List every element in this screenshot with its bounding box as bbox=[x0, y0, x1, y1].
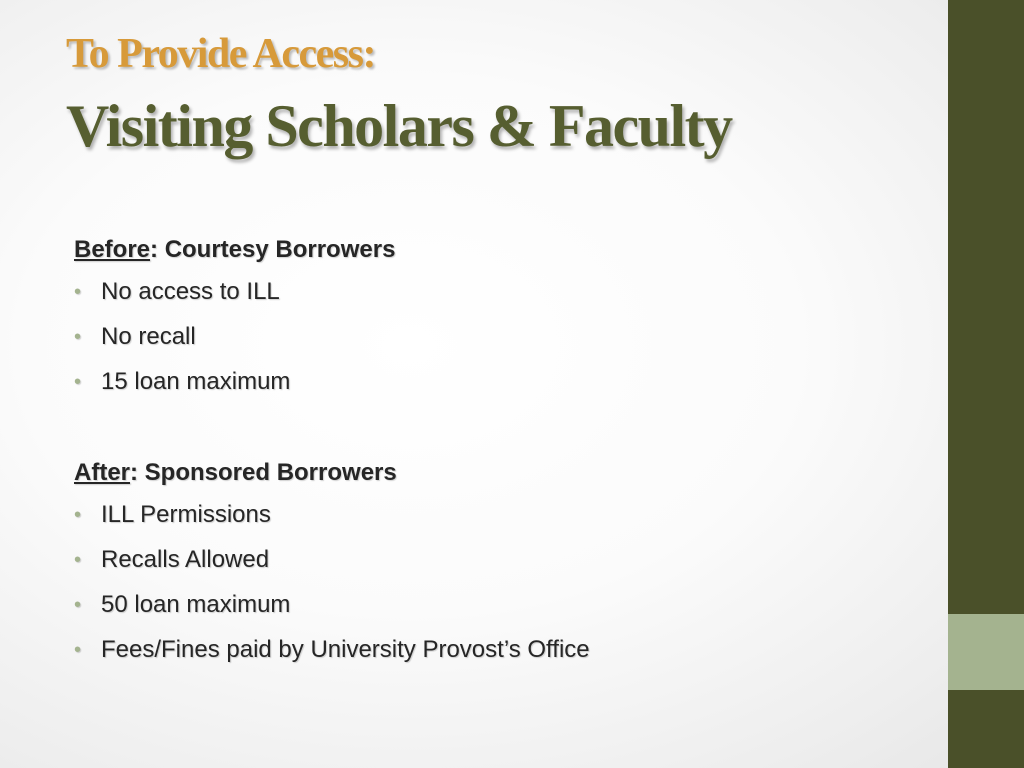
after-label: After bbox=[74, 459, 131, 486]
list-item bbox=[74, 271, 934, 316]
after-heading-text: : Sponsored Borrowers bbox=[130, 459, 397, 486]
bullet-icon: • bbox=[74, 594, 82, 616]
slide-subtitle: To Provide Access: bbox=[66, 31, 375, 77]
bullet-icon: • bbox=[74, 504, 82, 526]
sidebar-accent-block bbox=[948, 614, 1024, 690]
before-label: Before bbox=[74, 236, 151, 263]
list-item-text: Fees/Fines paid by University Provost’s Office bbox=[101, 636, 590, 663]
before-heading-text: : Courtesy Borrowers bbox=[150, 236, 396, 263]
decorative-sidebar bbox=[948, 0, 1024, 768]
slide-title: Visiting Scholars & Faculty bbox=[66, 93, 732, 159]
bullet-icon: • bbox=[74, 549, 82, 571]
list-item bbox=[74, 539, 934, 584]
bullet-icon: • bbox=[74, 281, 82, 303]
list-item bbox=[74, 361, 934, 406]
list-item-text: No access to ILL bbox=[101, 278, 280, 305]
list-item-text: 50 loan maximum bbox=[101, 591, 291, 618]
list-item bbox=[74, 584, 934, 629]
list-item-text: 15 loan maximum bbox=[101, 368, 291, 395]
list-item-text: ILL Permissions bbox=[101, 501, 271, 528]
list-item bbox=[74, 494, 934, 539]
list-item bbox=[74, 629, 934, 674]
before-list bbox=[74, 271, 934, 406]
after-heading bbox=[74, 452, 934, 494]
list-item-text: Recalls Allowed bbox=[101, 546, 270, 573]
after-list bbox=[74, 494, 934, 674]
before-heading bbox=[74, 229, 934, 271]
list-item bbox=[74, 316, 934, 361]
list-item-text: No recall bbox=[101, 323, 196, 350]
bullet-icon: • bbox=[74, 639, 82, 661]
bullet-icon: • bbox=[74, 326, 82, 348]
bullet-icon: • bbox=[74, 371, 82, 393]
slide-content bbox=[74, 229, 934, 674]
